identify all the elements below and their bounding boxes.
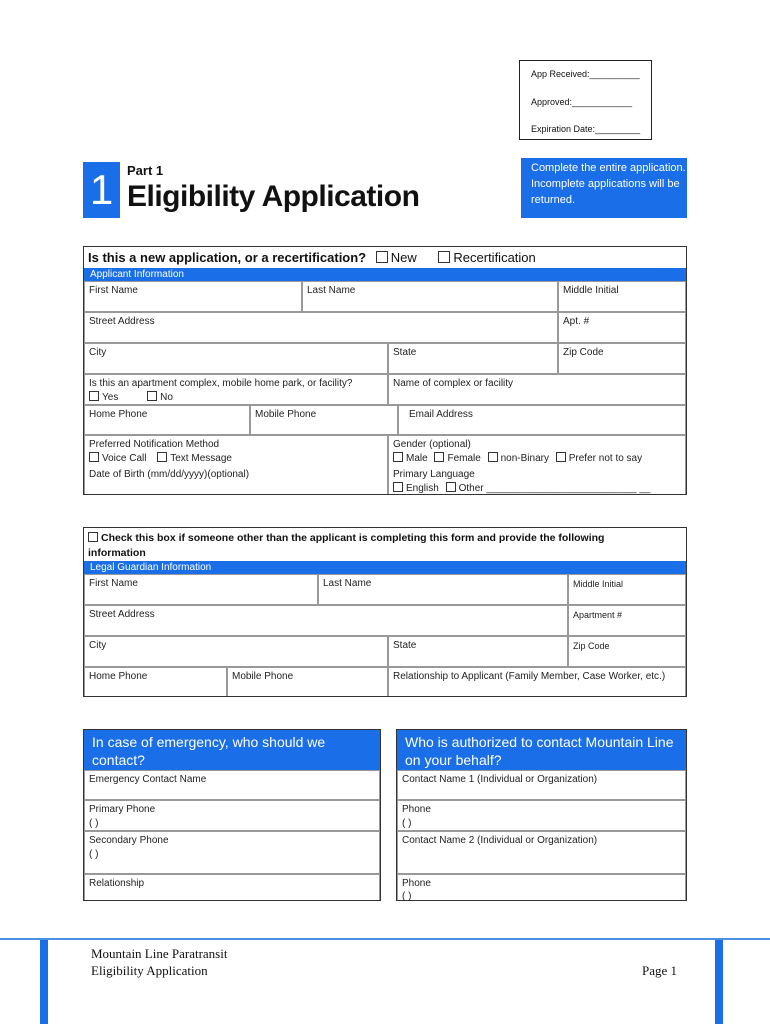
guardian-form: [83, 527, 687, 697]
contact-1-phone-field[interactable]: [397, 800, 686, 831]
emergency-relationship-field[interactable]: [84, 874, 380, 900]
guardian-home-phone-field[interactable]: [84, 667, 227, 696]
voice-call-checkbox[interactable]: [89, 452, 99, 462]
guardian-mobile-phone-label: Mobile Phone: [232, 671, 294, 682]
secondary-phone-label: Secondary Phone: [89, 835, 169, 846]
guardian-city-label: City: [89, 640, 107, 651]
guardian-relationship-field[interactable]: [388, 667, 686, 696]
guardian-middle-initial-label: Middle Initial: [573, 579, 624, 589]
guardian-zip-label: Zip Code: [573, 641, 610, 651]
other-language-label: Other ___________________________ __: [458, 483, 651, 494]
completion-notice: Complete the entire application. Incomplete applications will be returned.: [521, 158, 687, 218]
guardian-street-label: Street Address: [89, 609, 155, 620]
primary-phone-label: Primary Phone: [89, 804, 156, 815]
part-number-badge: 1: [83, 162, 120, 218]
application-type-label: Is this a new application, or a recertification?: [88, 250, 367, 265]
applicant-first-name-field[interactable]: [84, 281, 302, 312]
state-label: State: [393, 347, 417, 358]
footer-right-stripe: [715, 940, 723, 1024]
yes-checkbox[interactable]: [89, 391, 99, 401]
last-name-label: Last Name: [307, 285, 356, 296]
contact-name-1-field[interactable]: [397, 770, 686, 800]
new-option-label: New: [390, 250, 417, 265]
applicant-form: [83, 246, 687, 495]
english-checkbox[interactable]: [393, 482, 403, 492]
zip-label: Zip Code: [563, 347, 604, 358]
office-use-box: [519, 60, 652, 140]
guardian-checkbox[interactable]: [88, 532, 98, 542]
guardian-check-label: Check this box if someone other than the applicant is completing this form and provide the following information: [88, 532, 605, 559]
emergency-primary-phone-field[interactable]: [84, 800, 380, 831]
guardian-zip-field[interactable]: [568, 636, 686, 667]
apt-label: Apt. #: [563, 316, 590, 327]
contact-1-phone-label: Phone: [402, 804, 431, 815]
guardian-apartment-label: Apartment #: [573, 610, 623, 620]
recertification-option-label: Recertification: [453, 250, 536, 265]
guardian-state-field[interactable]: [388, 636, 568, 667]
authorized-heading: Who is authorized to contact Mountain Line on your behalf?: [397, 730, 686, 770]
emergency-contact-name-field[interactable]: [84, 770, 380, 800]
contact-name-2-label: Contact Name 2 (Individual or Organization): [402, 835, 598, 846]
application-type-question: [88, 250, 536, 265]
language-label: Primary Language: [393, 469, 475, 480]
city-label: City: [89, 347, 107, 358]
footer-doc-name: Eligibility Application: [91, 963, 208, 978]
emergency-contact-form: [83, 729, 381, 901]
app-received-field: App Received:__________: [531, 69, 640, 79]
footer-rule: [0, 938, 770, 940]
street-label: Street Address: [89, 316, 155, 327]
primary-phone-area-code: ( ): [89, 818, 99, 829]
complex-name-field[interactable]: [388, 374, 686, 405]
apartment-complex-question: [84, 374, 388, 405]
female-label: Female: [447, 453, 481, 464]
guardian-check-row: [88, 531, 648, 561]
voice-call-label: Voice Call: [102, 453, 147, 464]
guardian-first-name-label: First Name: [89, 578, 138, 589]
contact-2-phone-label: Phone: [402, 878, 431, 889]
middle-initial-label: Middle Initial: [563, 285, 619, 296]
applicant-home-phone-field[interactable]: [84, 405, 250, 435]
applicant-last-name-field[interactable]: [302, 281, 558, 312]
emergency-relationship-label: Relationship: [89, 878, 145, 889]
applicant-state-field[interactable]: [388, 343, 558, 374]
text-message-label: Text Message: [170, 453, 232, 464]
guardian-apartment-field[interactable]: [568, 605, 686, 636]
guardian-last-name-field[interactable]: [318, 574, 568, 605]
new-checkbox[interactable]: [376, 251, 388, 263]
part-label: Part 1: [127, 163, 164, 178]
guardian-middle-initial-field[interactable]: [568, 574, 686, 605]
female-checkbox[interactable]: [434, 452, 444, 462]
guardian-relationship-label: Relationship to Applicant (Family Member, Case Worker, etc.): [393, 671, 666, 682]
secondary-phone-area-code: ( ): [89, 849, 99, 860]
complex-name-label: Name of complex or facility: [393, 378, 514, 389]
male-checkbox[interactable]: [393, 452, 403, 462]
authorized-contact-form: [396, 729, 687, 901]
applicant-mobile-phone-field[interactable]: [250, 405, 398, 435]
guardian-street-field[interactable]: [84, 605, 568, 636]
nonbinary-label: non-Binary: [500, 453, 549, 464]
applicant-street-field[interactable]: [84, 312, 558, 343]
applicant-zip-field[interactable]: [558, 343, 686, 374]
guardian-home-phone-label: Home Phone: [89, 671, 148, 682]
text-message-checkbox[interactable]: [157, 452, 167, 462]
contact-2-phone-field[interactable]: [397, 874, 686, 900]
contact-name-2-field[interactable]: [397, 831, 686, 874]
page-number: Page 1: [642, 963, 678, 978]
no-label: No: [160, 392, 173, 403]
guardian-mobile-phone-field[interactable]: [227, 667, 388, 696]
gender-label: Gender (optional): [393, 439, 471, 450]
email-label: Email Address: [409, 409, 473, 420]
applicant-apt-field[interactable]: [558, 312, 686, 343]
nonbinary-checkbox[interactable]: [488, 452, 498, 462]
prefer-not-checkbox[interactable]: [556, 452, 566, 462]
expiration-date-field: Expiration Date:_________: [531, 124, 641, 134]
notification-method-label: Preferred Notification Method: [89, 439, 220, 450]
mobile-phone-label: Mobile Phone: [255, 409, 317, 420]
applicant-email-field[interactable]: [398, 405, 686, 435]
emergency-heading: In case of emergency, who should we contact?: [84, 730, 380, 770]
male-label: Male: [406, 453, 428, 464]
home-phone-label: Home Phone: [89, 409, 148, 420]
footer-left-stripe: [40, 940, 48, 1024]
recertification-checkbox[interactable]: [438, 251, 450, 263]
yes-label: Yes: [102, 392, 119, 403]
dob-label: Date of Birth (mm/dd/yyyy)(optional): [89, 469, 250, 480]
contact-1-area-code: ( ): [402, 818, 412, 829]
applicant-middle-initial-field[interactable]: [558, 281, 686, 312]
first-name-label: First Name: [89, 285, 138, 296]
emergency-contact-name-label: Emergency Contact Name: [89, 774, 207, 785]
footer-org-name: Mountain Line Paratransit: [91, 946, 228, 961]
approved-field: Approved:____________: [531, 97, 633, 107]
emergency-secondary-phone-field[interactable]: [84, 831, 380, 874]
no-checkbox[interactable]: [147, 391, 157, 401]
guardian-section-header: Legal Guardian Information: [84, 561, 686, 574]
applicant-city-field[interactable]: [84, 343, 388, 374]
other-language-checkbox[interactable]: [446, 482, 456, 492]
applicant-section-header: Applicant Information: [84, 268, 686, 281]
prefer-not-label: Prefer not to say: [568, 453, 643, 464]
contact-name-1-label: Contact Name 1 (Individual or Organization): [402, 774, 598, 785]
guardian-state-label: State: [393, 640, 417, 651]
page-title: Eligibility Application: [127, 180, 420, 213]
gender-language-cell: [388, 435, 686, 494]
guardian-first-name-field[interactable]: [84, 574, 318, 605]
guardian-city-field[interactable]: [84, 636, 388, 667]
english-label: English: [406, 483, 439, 494]
guardian-last-name-label: Last Name: [323, 578, 372, 589]
apartment-complex-label: Is this an apartment complex, mobile home park, or facility?: [89, 378, 353, 389]
contact-2-area-code: ( ): [402, 891, 412, 902]
notification-dob-cell: [84, 435, 388, 494]
